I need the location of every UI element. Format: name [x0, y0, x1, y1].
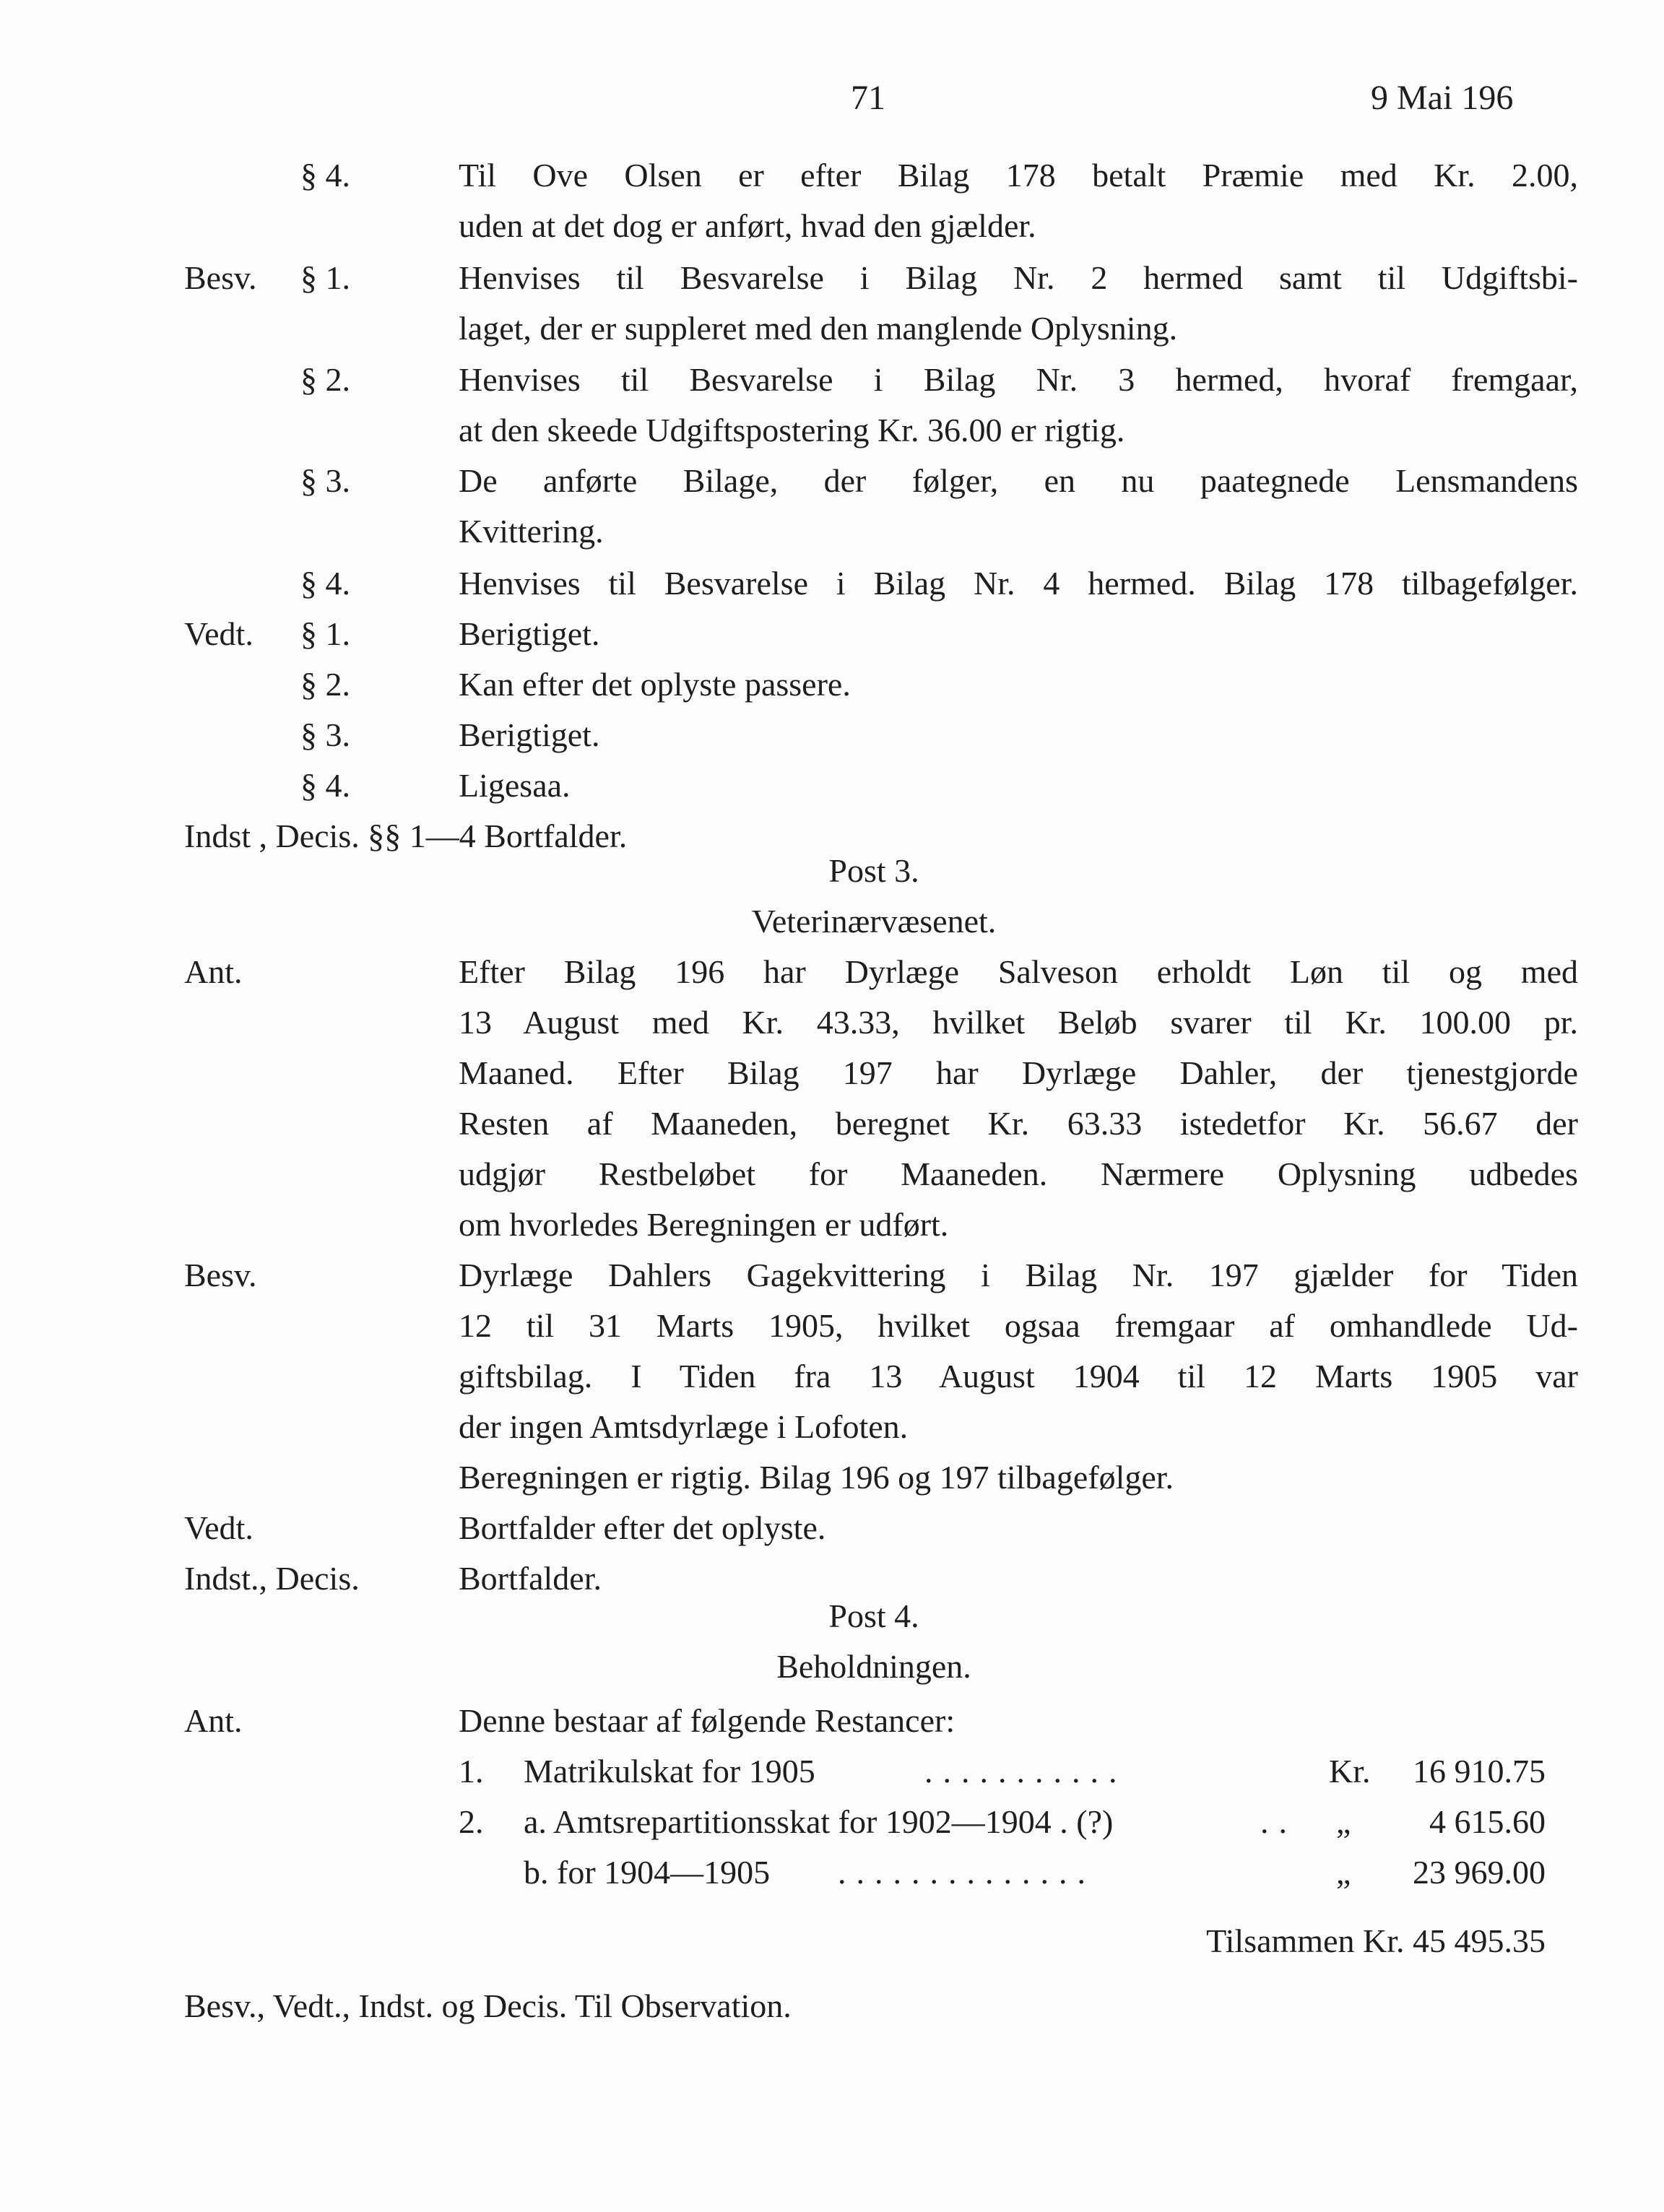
- paragraph-line: Resten af Maaneden, beregnet Kr. 63.33 istedetfor Kr. 56.67 der: [459, 1105, 1578, 1142]
- item-number: 1.: [459, 1753, 484, 1790]
- paragraph-line: Beregningen er rigtig. Bilag 196 og 197 tilbagefølger.: [459, 1459, 1174, 1496]
- section-number: § 4.: [300, 565, 350, 602]
- item-text: b. for 1904—1905: [524, 1854, 771, 1891]
- section-number: § 3.: [300, 716, 350, 753]
- item-amount: 4 615.60: [1429, 1803, 1546, 1840]
- paragraph-line: udgjør Restbeløbet for Maaneden. Nærmere Oplysning udbedes: [459, 1155, 1578, 1192]
- paragraph-line: Henvises til Besvarelse i Bilag Nr. 4 hermed. Bilag 178 tilbagefølger.: [459, 565, 1578, 602]
- paragraph-line: Henvises til Besvarelse i Bilag Nr. 3 hermed, hvoraf fremgaar,: [459, 361, 1578, 398]
- ant-label: Ant.: [184, 1702, 243, 1739]
- section-number: § 1.: [300, 615, 350, 652]
- leader-dots: ..: [1260, 1803, 1297, 1840]
- section-number: § 2.: [300, 666, 350, 703]
- paragraph-line: Ligesaa.: [459, 767, 571, 804]
- item-number: 2.: [459, 1803, 484, 1840]
- leader-dots: ...........: [924, 1753, 1127, 1790]
- post-4-subtitle: Beholdningen.: [776, 1648, 971, 1685]
- paragraph-line: Berigtiget.: [459, 716, 600, 753]
- paragraph-line: De anførte Bilage, der følger, en nu paategnede Lensmandens: [459, 462, 1578, 499]
- paragraph-line: at den skeede Udgiftspostering Kr. 36.00 er rigtig.: [459, 412, 1125, 448]
- paragraph-line: Dyrlæge Dahlers Gagekvittering i Bilag Nr. 197 gjælder for Tiden: [459, 1257, 1578, 1293]
- paragraph-line: Kan efter det oplyste passere.: [459, 666, 851, 703]
- paragraph-line: Bortfalder efter det oplyste.: [459, 1509, 826, 1546]
- closing-line: Besv., Vedt., Indst. og Decis. Til Observation.: [184, 1987, 792, 2024]
- section-number: § 3.: [300, 462, 350, 499]
- paragraph-line: Maaned. Efter Bilag 197 har Dyrlæge Dahler, der tjenestgjorde: [459, 1054, 1578, 1091]
- restancer-intro: Denne bestaar af følgende Restancer:: [459, 1702, 956, 1739]
- total-line: Tilsammen Kr. 45 495.35: [1206, 1922, 1546, 1959]
- item-text: a. Amtsrepartitionsskat for 1902—1904 . (?): [524, 1803, 1114, 1840]
- item-amount: 23 969.00: [1413, 1854, 1546, 1891]
- section-number: § 2.: [300, 361, 350, 398]
- section-number: § 4.: [300, 767, 350, 804]
- post-3-subtitle: Veterinærvæsenet.: [751, 903, 997, 940]
- paragraph-line: 12 til 31 Marts 1905, hvilket ogsaa fremgaar af omhandlede Ud-: [459, 1307, 1578, 1344]
- section-number: § 4.: [300, 157, 350, 194]
- indst-decis-line: Indst , Decis. §§ 1—4 Bortfalder.: [184, 817, 628, 854]
- page-number: 71: [851, 79, 885, 117]
- ant-label: Ant.: [184, 953, 243, 990]
- item-unit: Kr.: [1329, 1753, 1371, 1790]
- paragraph-line: Efter Bilag 196 har Dyrlæge Salveson erholdt Løn til og med: [459, 953, 1578, 990]
- paragraph-line: Henvises til Besvarelse i Bilag Nr. 2 hermed samt til Udgiftsbi-: [459, 259, 1578, 296]
- paragraph-line: giftsbilag. I Tiden fra 13 August 1904 til 12 Marts 1905 var: [459, 1358, 1578, 1395]
- item-amount: 16 910.75: [1413, 1753, 1546, 1790]
- section-number: § 1.: [300, 259, 350, 296]
- paragraph-line: 13 August med Kr. 43.33, hvilket Beløb svarer til Kr. 100.00 pr.: [459, 1004, 1578, 1041]
- paragraph-line: Berigtiget.: [459, 615, 600, 652]
- paragraph-line: Kvittering.: [459, 513, 604, 550]
- paragraph-line: der ingen Amtsdyrlæge i Lofoten.: [459, 1408, 909, 1445]
- besv-label: Besv.: [184, 1257, 257, 1293]
- paragraph-line: Til Ove Olsen er efter Bilag 178 betalt Præmie med Kr. 2.00,: [459, 157, 1578, 194]
- indst-label: Indst., Decis.: [184, 1560, 360, 1597]
- row-label: Besv.: [184, 259, 257, 296]
- item-text: Matrikulskat for 1905: [524, 1753, 815, 1790]
- leader-dots: ..............: [838, 1854, 1096, 1891]
- page-date: 9 Mai 196: [1371, 79, 1514, 117]
- item-unit: „: [1336, 1854, 1351, 1891]
- paragraph-line: Bortfalder.: [459, 1560, 602, 1597]
- paragraph-line: uden at det dog er anført, hvad den gjælder.: [459, 207, 1036, 244]
- row-label: Vedt.: [184, 615, 254, 652]
- item-unit: „: [1336, 1803, 1351, 1840]
- post-4-title: Post 4.: [828, 1597, 919, 1634]
- post-3-title: Post 3.: [828, 852, 919, 889]
- paragraph-line: om hvorledes Beregningen er udført.: [459, 1206, 949, 1243]
- paragraph-line: laget, der er suppleret med den manglende Oplysning.: [459, 310, 1178, 347]
- vedt-label: Vedt.: [184, 1509, 254, 1546]
